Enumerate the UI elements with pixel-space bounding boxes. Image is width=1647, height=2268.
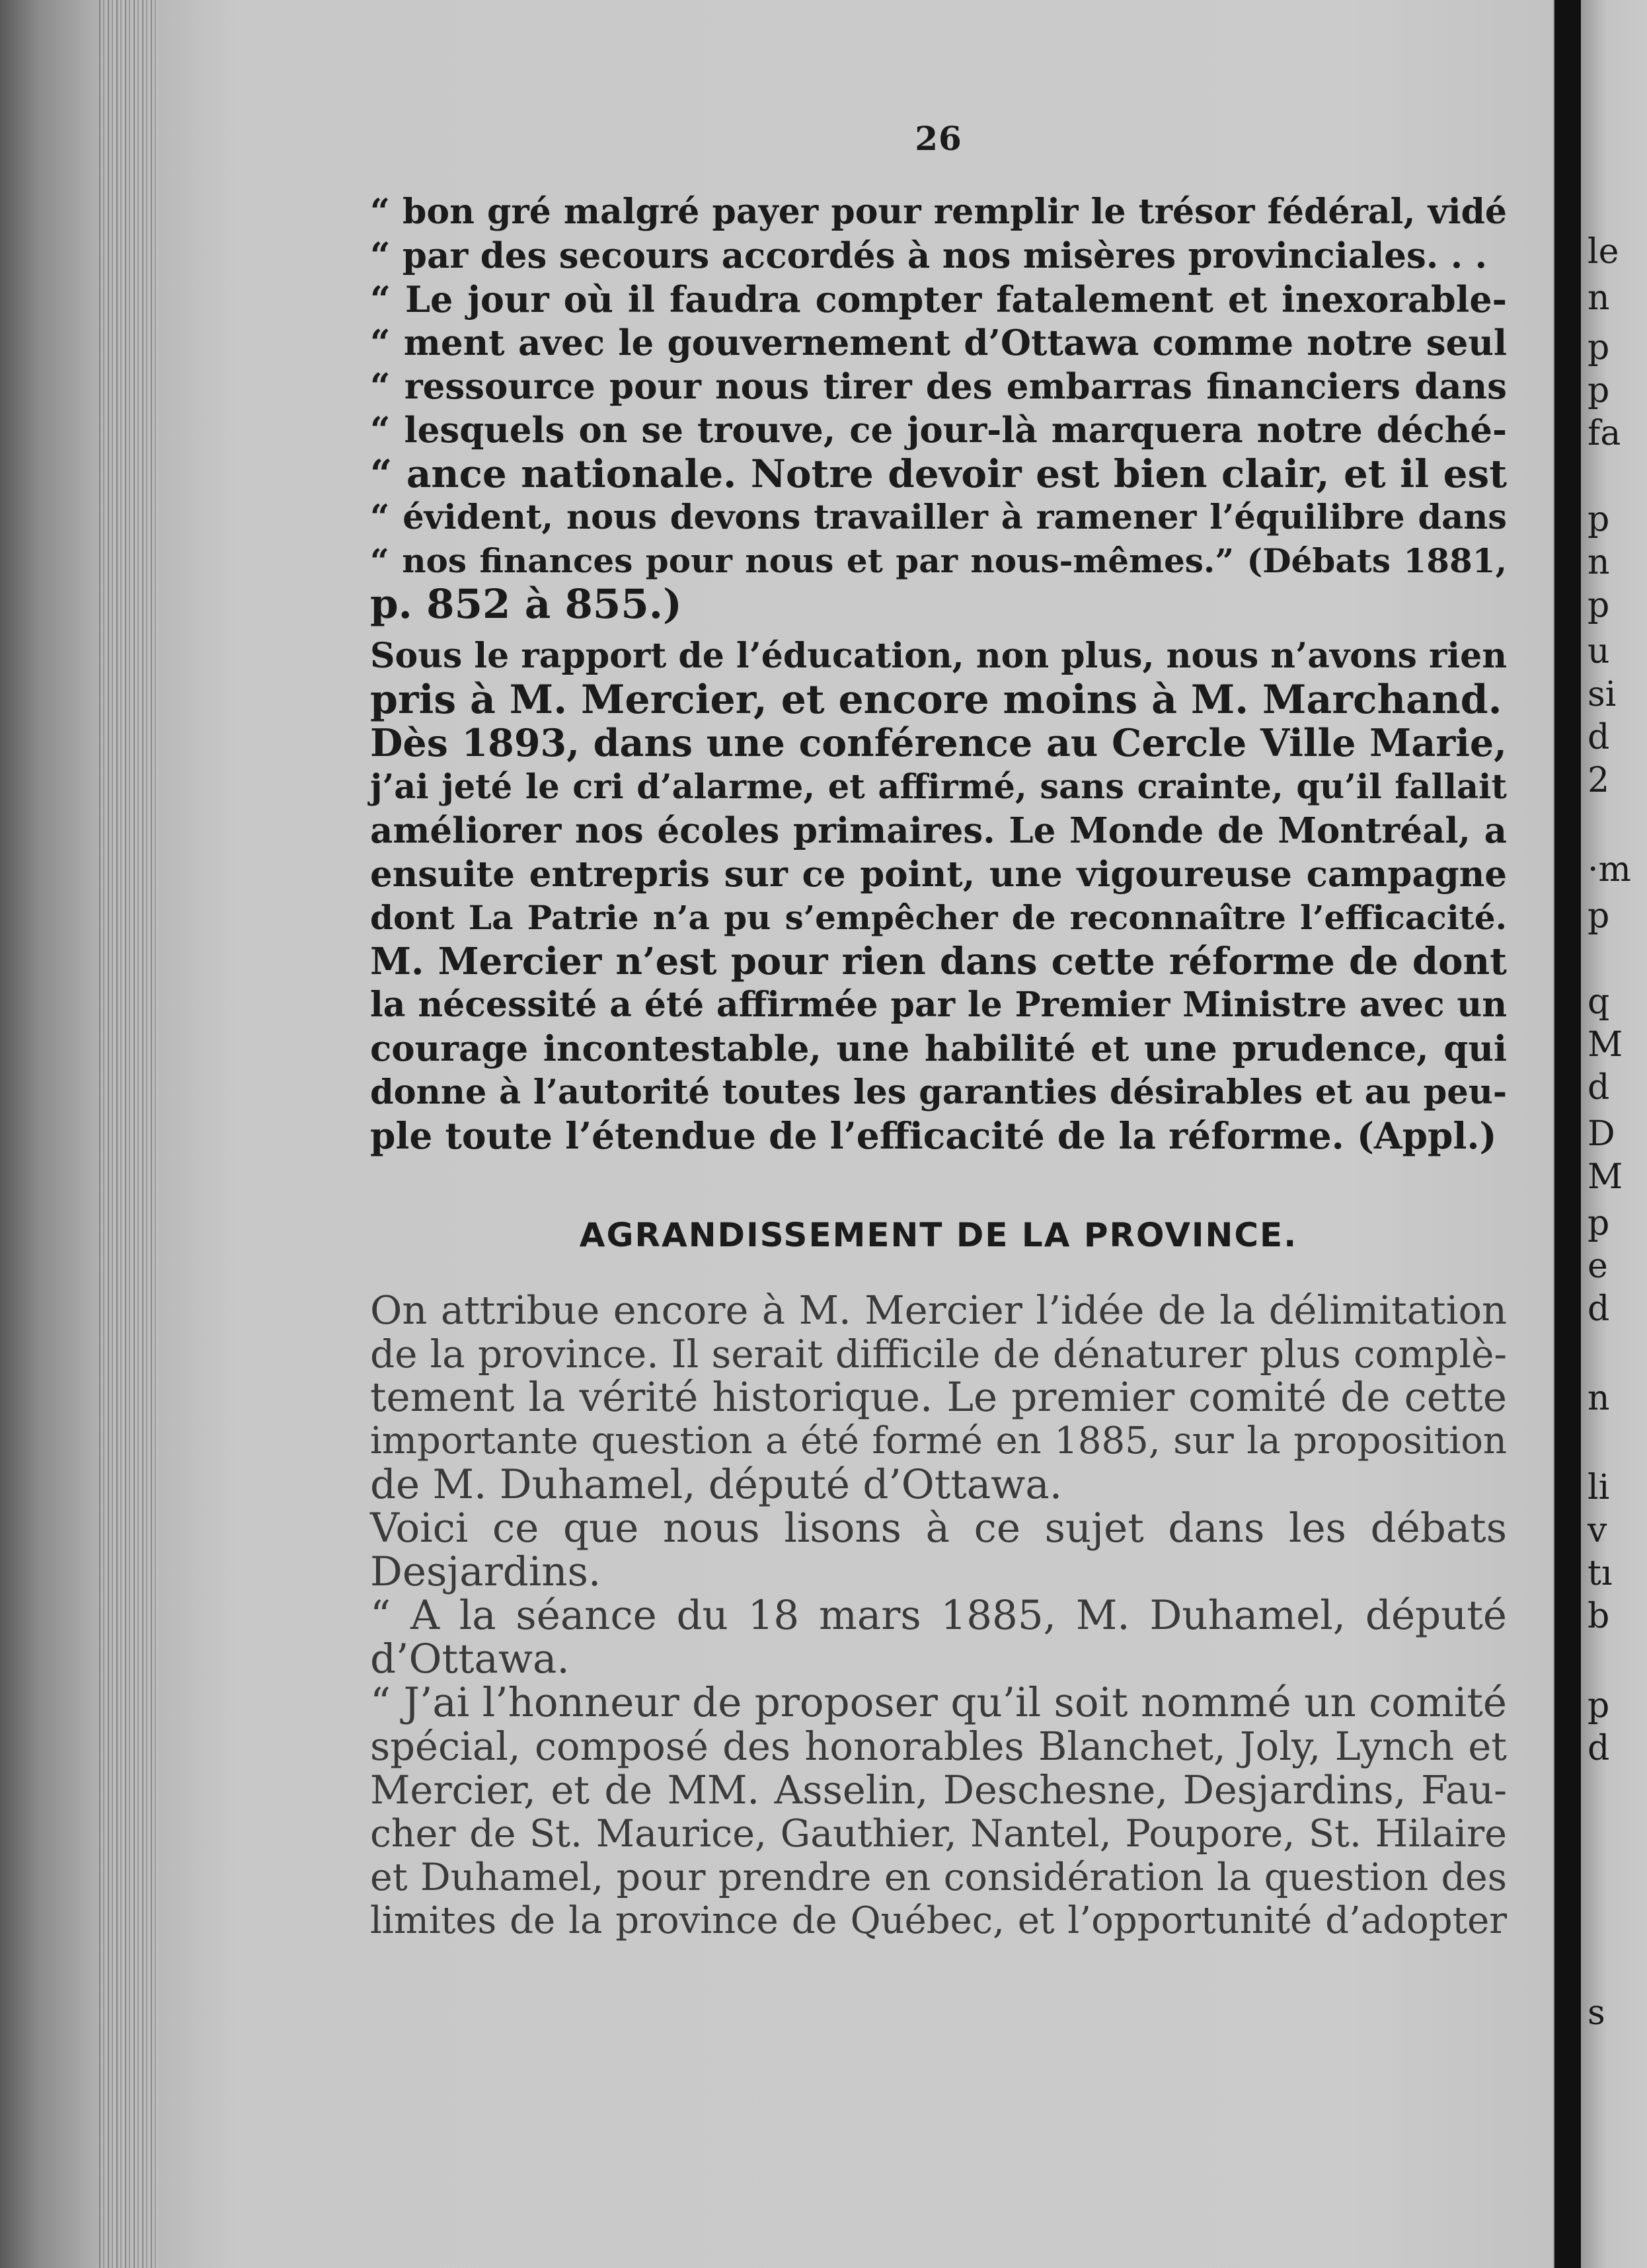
text-line: courage incontestable, une habilité et une prudence, qui <box>370 1028 1507 1069</box>
facing-fragment: n <box>1588 278 1610 318</box>
text-line: de la province. Il serait difficile de dénaturer plus complè- <box>370 1332 1507 1377</box>
text-line: dont La Patrie n’a pu s’empêcher de reconnaître l’efficacité. <box>370 898 1507 937</box>
province-block <box>370 1289 1507 1943</box>
text-line: de M. Duhamel, député d’Ottawa. <box>370 1461 1063 1508</box>
text-line: “ ment avec le gouvernement d’Ottawa comme notre seul <box>370 322 1507 363</box>
text-line: Dès 1893, dans une conférence au Cercle Ville Marie, <box>370 721 1507 765</box>
facing-fragment: d <box>1588 1289 1610 1329</box>
facing-fragment: e <box>1588 1246 1608 1286</box>
text-line: “ lesquels on se trouve, ce jour-là marquera notre déché- <box>370 410 1507 451</box>
text-line: “ bon gré malgré payer pour remplir le trésor fédéral, vidé <box>370 192 1507 232</box>
quote-block <box>370 190 1507 626</box>
text-line: p. 852 à 855.) <box>370 581 682 628</box>
text-line: Mercier, et de MM. Asselin, Deschesne, Desjardins, Fau- <box>370 1767 1507 1813</box>
text-line: “ A la séance du 18 mars 1885, M. Duhamel, député <box>370 1592 1507 1639</box>
facing-fragment: ·m <box>1588 850 1631 889</box>
facing-fragment: le <box>1588 232 1619 272</box>
text-line: “ nos finances pour nous et par nous-mêmes.” (Débats 1881, <box>370 541 1507 580</box>
text-line: Desjardins. <box>370 1548 601 1595</box>
text-line: “ par des secours accordés à nos misères provinciales. . . <box>370 235 1488 276</box>
text-line: j’ai jeté le cri d’alarme, et affirmé, sans crainte, qu’il fallait <box>370 767 1507 807</box>
facing-fragment: q <box>1588 982 1610 1022</box>
facing-fragment: M <box>1588 1157 1623 1197</box>
facing-fragment: v <box>1588 1511 1607 1550</box>
facing-fragment: d <box>1588 718 1610 757</box>
text-line: cher de St. Maurice, Gauthier, Nantel, Poupore, St. Hilaire <box>370 1812 1507 1856</box>
text-line: “ Le jour où il faudra compter fatalement et inexorable- <box>370 278 1507 321</box>
facing-fragment: tı <box>1588 1554 1613 1593</box>
text-line: ensuite entrepris sur ce point, une vigoureuse campagne <box>370 854 1507 895</box>
facing-fragment: n <box>1588 543 1610 582</box>
facing-fragment: p <box>1588 1203 1610 1243</box>
text-line: ple toute l’étendue de l’efficacité de la réforme. (Appl.) <box>370 1114 1497 1157</box>
page-number: 26 <box>915 119 962 158</box>
text-line: “ évident, nous devons travailler à ramener l’équilibre dans <box>370 498 1507 537</box>
text-line: d’Ottawa. <box>370 1636 570 1682</box>
text-line: la nécessité a été affirmée par le Premier Ministre avec un <box>370 985 1507 1025</box>
text-line: tement la vérité historique. Le premier comité de cette <box>370 1374 1507 1421</box>
text-line: importante question a été formé en 1885, sur la proposition <box>370 1419 1507 1462</box>
facing-fragment: d <box>1588 1729 1610 1768</box>
education-block <box>370 634 1507 1158</box>
facing-page-edge <box>1581 0 1647 2268</box>
section-heading: AGRANDISSEMENT DE LA PROVINCE. <box>579 1216 1298 1254</box>
text-line: donne à l’autorité toutes les garanties désirables et au peu- <box>370 1073 1507 1112</box>
book-gutter <box>1554 0 1581 2268</box>
text-line: améliorer nos écoles primaires. Le Monde de Montréal, a <box>370 810 1507 851</box>
text-line: “ J’ai l’honneur de proposer qu’il soit nommé un comité <box>370 1679 1507 1726</box>
text-line: Sous le rapport de l’éducation, non plus, nous n’avons rien <box>370 636 1508 676</box>
facing-fragment: p <box>1588 896 1610 936</box>
facing-fragment: si <box>1588 675 1617 714</box>
text-line: spécial, composé des honorables Blanchet, Joly, Lynch et <box>370 1723 1507 1769</box>
facing-fragment: 2 <box>1588 761 1610 800</box>
text-line: Voici ce que nous lisons à ce sujet dans les débats <box>370 1505 1507 1552</box>
facing-fragment: p <box>1588 500 1610 539</box>
facing-fragment: li <box>1588 1468 1610 1507</box>
facing-fragment: s <box>1588 1993 1605 2033</box>
facing-fragment: M <box>1588 1025 1623 1065</box>
facing-fragment: u <box>1588 632 1610 671</box>
text-line: “ ance nationale. Notre devoir est bien clair, et il est <box>370 451 1507 496</box>
facing-fragment: fa <box>1588 414 1621 453</box>
text-line: “ ressource pour nous tirer des embarras financiers dans <box>370 366 1507 407</box>
facing-fragment: p <box>1588 1686 1610 1725</box>
facing-fragment: d <box>1588 1068 1610 1108</box>
facing-fragment: D <box>1588 1114 1615 1154</box>
text-line: On attribue encore à M. Mercier l’idée de la délimitation <box>370 1287 1507 1333</box>
text-line: limites de la province de Québec, et l’opportunité d’adopter <box>370 1899 1507 1942</box>
facing-fragment: n <box>1588 1379 1610 1418</box>
text-line: pris à M. Mercier, et encore moins à M. Marchand. <box>370 677 1502 723</box>
facing-fragment: p <box>1588 371 1610 410</box>
facing-fragment: p <box>1588 328 1610 367</box>
facing-fragment: b <box>1588 1597 1610 1636</box>
text-line: M. Mercier n’est pour rien dans cette réforme de dont <box>370 940 1507 983</box>
text-line: et Duhamel, pour prendre en considération la question des <box>370 1856 1507 1899</box>
facing-fragment: p <box>1588 586 1610 625</box>
